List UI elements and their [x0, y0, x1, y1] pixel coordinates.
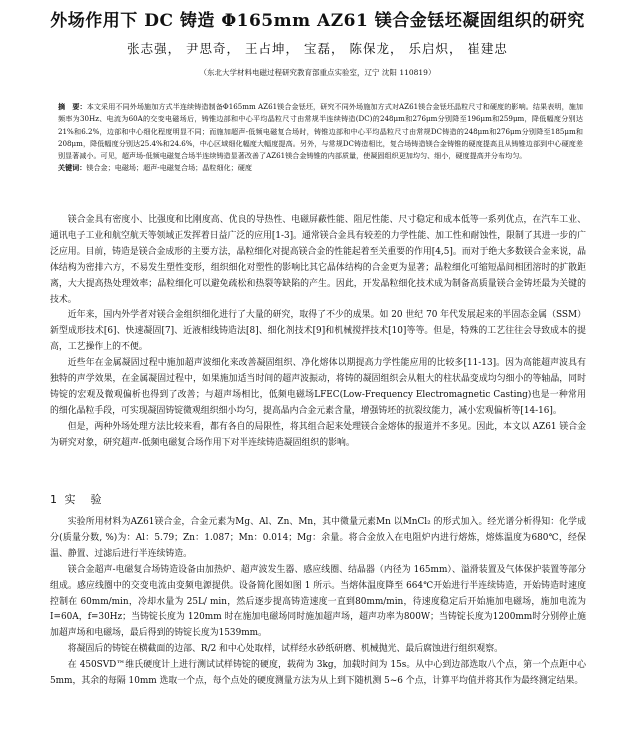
intro-paragraph: 镁合金具有密度小、比强度和比刚度高、优良的导热性、电磁屏蔽性能、阻尼性能、尺寸稳定和成本低等一系列优点，在汽车工业、通讯电子工业和航空航天等领域正发挥着日益广泛的应用[1-3]。通常镁合金具有较差的力学性能、加工性和耐蚀性，限制了其进一步的广泛应用。目前，铸造是镁合金成形的主要方法，晶粒细化对提高镁合金的性能起着至关重要的作用[4,5]。而对于绝大多数镁合金来说，晶体结构为密排六方，不易发生塑性变形，组织细化对塑性的影响比其它晶体结构的合金更为显著；晶粒细化可缩短晶间相团溶时的扩散距离，大大提高热处理效率；晶粒细化可以避免疏松和热裂等缺陷的产生。因此，开发晶粒细化技术成为制备高质量镁合金铸坯最为关键的技术。 [50, 215, 586, 305]
paper-title: 外场作用下 DC 铸造 Φ165mm AZ61 镁合金铥坯凝固组织的研究 [50, 11, 585, 31]
method-paragraph: 镁合金超声-电磁复合场铸造设备由加热炉、超声波发生器、感应线圈、结晶器（内径为 165mm）、溢滑装置及气体保护装置等部分组成。感应线圈中的交变电流由变频电源提供。设备简化图如图 1 所示。当熔体温度降至 664℃开始进行半连续铸造，开始铸造时速度控制在 60mm/min，冷却水量为 25L/ min，然后逐步提高铸造速度一直到80mm/min，待速度稳定后开始施加电磁场，施加电流为 I=60A，f=30Hz；当铸锭长度为 120mm 时在施加电磁场同时施加超声场，超声功率为800W；当铸锭长度为1200mm时分别停止施加超声场和电磁场，最后得到的铸锭长度为1539mm。 [50, 564, 586, 639]
section-heading: 1 实 验 [50, 493, 104, 506]
intro-paragraph: 但是，两种外场处理方法比较来看，都有各自的局限性，将其组合起来处理镁合金熔体的报道并不多见。因此，本文以 AZ61 镁合金为研究对象，研究超声-低频电磁复合场作用下对半连续铸造凝固组织的影响。 [50, 421, 586, 448]
affiliation: （东北大学材料电磁过程研究教育部重点实验室，辽宁 沈阳 110819） [199, 68, 436, 77]
method-paragraph: 在 450SVD™维氏硬度计上进行测试试样铸锭的硬度，载荷为 3kg，加载时间为 15s。从中心到边部选取八个点，第一个点距中心 5mm，其余的每隔 10mm 选取一个点，每个点处的硬度测量方法为从上到下随机测 5~6 个点，计算平均值并将其作为最终测定结果。 [50, 660, 586, 687]
keywords [58, 162, 583, 174]
intro-paragraph: 近些年在金属凝固过程中施加超声波细化来改善凝固组织、净化熔体以期提高力学性能应用的比较多[11-13]。因为高能超声波具有独特的声学效果，在金属凝固过程中，如果施加适当时间的超声波振动，将铸的凝固组织会从粗大的柱状晶变成均匀细小的等轴晶，同时铸锭的宏观及微观偏析也得到了改善；与超声场相比，低频电磁场LFEC(Low-Frequency Electromagnetic Casting)也是一种常用的细化晶粒手段，可实现凝固铸锭微观组织细小均匀，提高晶内合金元素含量，增强铸坯的抗裂纹能力，减小宏观偏析等[14-16]。 [50, 358, 586, 416]
author-list: 张志强， 尹思奇， 王占坤， 宝磊， 陈保龙， 乐启炽， 崔建忠 [127, 41, 508, 56]
abstract-text: 本文采用不同外场施加方式半连续铸造制备Φ165mm AZ61镁合金铥坯，研究不同外场施加方式对AZ61镁合金铥坯晶粒尺寸和硬度的影响。结果表明，施加频率为30Hz、电流为60A的交变电磁场后，铸锥边部和中心平均晶粒尺寸由常规半连续铸造(DC)的248μm和276μm分别降至196μm和259μm，降低幅度分别达21%和6.2%，边部和中心细化程度明显不同；而施加超声-低频电磁复合场时，铸锥边部和中心平均晶粒尺寸由常规DC铸造的248μm和276μm分别降至185μm和208μm，降低幅度分别达25.4%和24.6%，中心区域细化幅度大幅度提高。另外，与常规DC铸造相比，复合场铸造镁合金铸锥的硬度提高且从铸锥边部到中心硬度差别显著减小。可见，超声场-低频电磁复合场半连续铸造显著改善了AZ61镁合金铸锥的内部质量，使凝固组织更加均匀、细小，硬度提高并分布均匀。 [58, 102, 584, 161]
abstract-block [58, 101, 583, 175]
method-paragraph: 将凝固后的铸锭在横截面的边部、R/2 和中心处取样，试样经水砂纸研磨、机械抛光、最后腐蚀进行组织观察。 [67, 644, 504, 655]
experiment-section [50, 515, 586, 690]
keywords-text: 镁合金；电磁场；超声-电磁复合场；晶粒细化；硬度 [86, 163, 252, 173]
introduction [50, 213, 586, 452]
abstract-label: 摘 要： [58, 102, 87, 111]
method-paragraph: 实验所用材料为AZ61镁合金，合金元素为Mg、Al、Zn、Mn，其中微量元素Mn 以MnCl₂ 的形式加入。经光谱分析得知：化学成分(质量分数, %)为：Al：5.79；Zn：1.087；Mn：0.014；Mg：余量。将合金放入在电阻炉内进行熔炼，熔炼温度为680℃，经保温、静置、过滤后进行半连续铸造。 [50, 517, 586, 559]
abstract [58, 101, 583, 162]
intro-paragraph: 近年来，国内外学者对镁合金组织细化进行了大量的研究，取得了不少的成果。如 20 世纪 70 年代发展起来的半固态金属（SSM）新型成形技术[6]、快速凝固[7]、近液相线铸造法[8]、细化剂技术[9]和机械搅拌技术[10]等等。但是，特殊的工艺往往会导致成本的提高，工艺操作上的不便。 [50, 310, 586, 353]
keywords-label: 关键词： [58, 163, 87, 173]
